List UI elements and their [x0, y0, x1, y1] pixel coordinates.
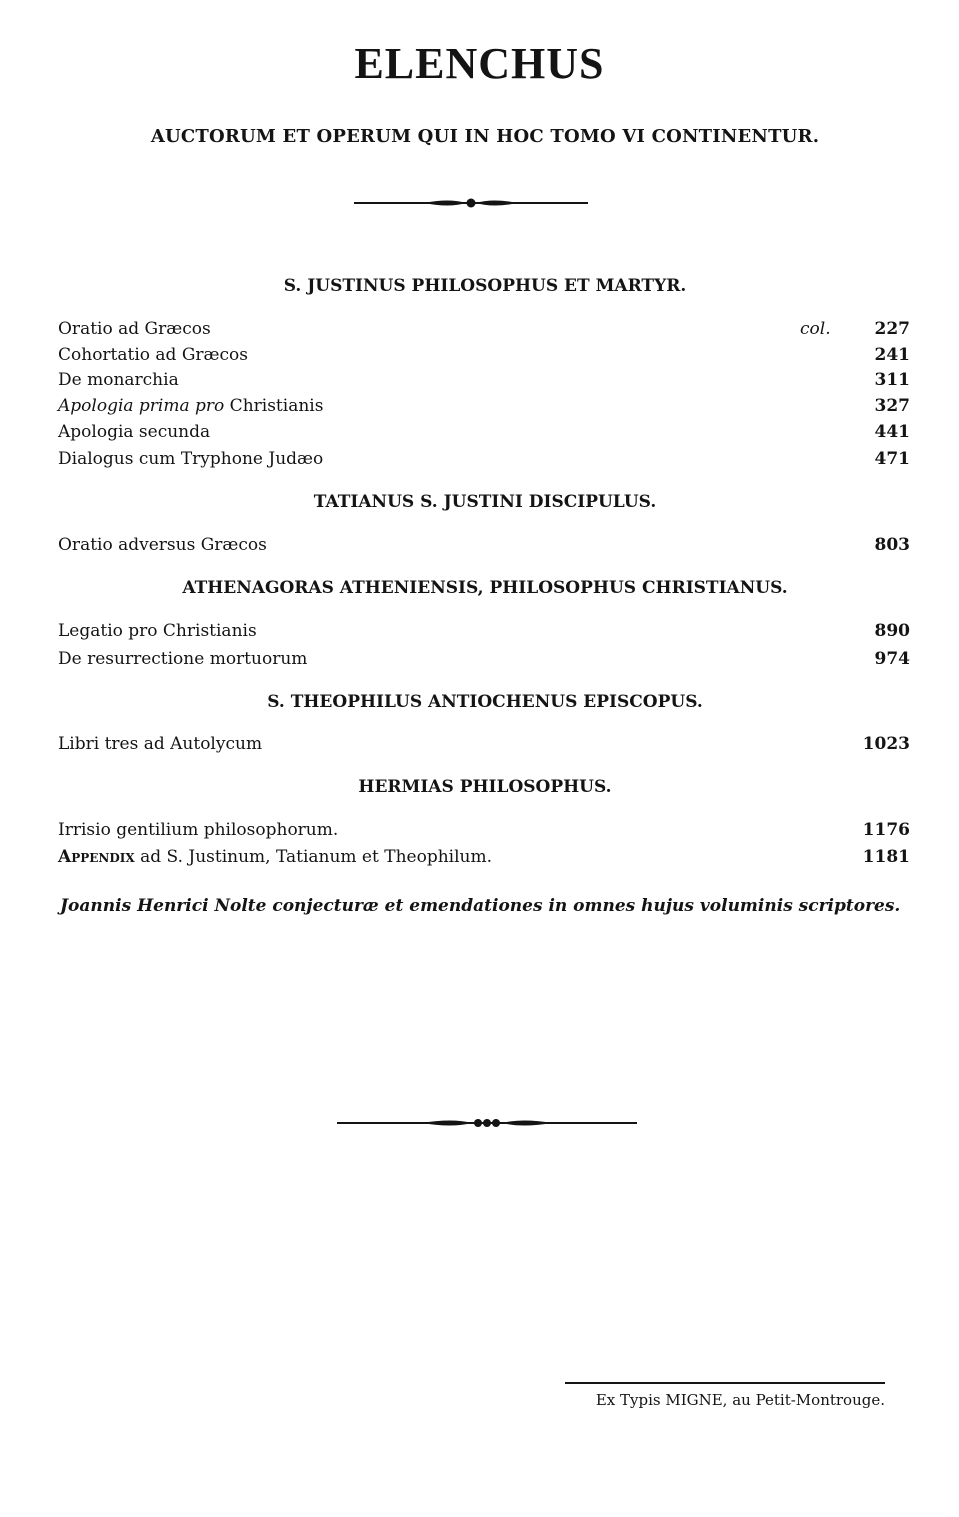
- entry-title: Cohortatio ad Græcos: [58, 345, 249, 365]
- column-number: 803: [874, 535, 910, 555]
- column-number: 227: [874, 319, 910, 339]
- entry-title: Oratio adversus Græcos: [58, 535, 267, 555]
- entry-libri-tres: [58, 734, 910, 758]
- entry-title: [58, 847, 492, 867]
- ornament-divider-bottom: [337, 1116, 637, 1130]
- entry-irrisio: [58, 820, 910, 844]
- entry-de-resurrectione: [58, 649, 910, 673]
- entry-title-smallcaps: PPENDIX: [71, 851, 135, 865]
- entry-title: Dialogus cum Tryphone Judæo: [58, 449, 324, 469]
- entry-title-italic: Apologia prima pro: [58, 396, 225, 416]
- column-number: 1181: [862, 847, 910, 867]
- entry-legatio: [58, 621, 910, 645]
- entry-appendix: [58, 847, 910, 871]
- entry-dialogus: [58, 449, 910, 473]
- entry-apologia-prima: [58, 396, 910, 420]
- entry-de-monarchia: [58, 370, 910, 394]
- entry-title: Irrisio gentilium philosophorum.: [58, 820, 339, 840]
- printer-imprint: Ex Typis MIGNE, au Petit-Montrouge.: [595, 1391, 885, 1409]
- section-heading-theophilus: S. THEOPHILUS ANTIOCHENUS EPISCOPUS.: [267, 692, 703, 712]
- entry-title: De monarchia: [58, 370, 179, 390]
- column-number: 974: [874, 649, 910, 669]
- entry-title-smallcaps-initial: A: [58, 847, 72, 867]
- entry-oratio-ad-graecos: [58, 319, 910, 343]
- column-number: 441: [874, 422, 910, 442]
- page-title: ELENCHUS: [354, 39, 605, 88]
- column-number: 1176: [862, 820, 910, 840]
- entry-title: De resurrectione mortuorum: [58, 649, 308, 669]
- column-number: 471: [874, 449, 910, 469]
- column-number: 241: [874, 345, 910, 365]
- entry-title-rest: Christianis: [224, 396, 324, 416]
- entry-title: Legatio pro Christianis: [58, 621, 257, 641]
- page-subtitle: AUCTORUM ET OPERUM QUI IN HOC TOMO VI CONTINENTUR.: [150, 126, 820, 147]
- column-number: 327: [874, 396, 910, 416]
- entry-cohortatio: [58, 345, 910, 369]
- nolte-note: Joannis Henrici Nolte conjecturæ et emendationes in omnes hujus voluminis scriptores.: [60, 896, 901, 916]
- entry-oratio-adversus-graecos: [58, 535, 910, 559]
- section-heading-justinus: S. JUSTINUS PHILOSOPHUS ET MARTYR.: [283, 276, 687, 296]
- column-number: 311: [874, 370, 910, 390]
- section-heading-tatianus: TATIANUS S. JUSTINI DISCIPULUS.: [313, 492, 657, 512]
- section-heading-hermias: HERMIAS PHILOSOPHUS.: [358, 777, 612, 797]
- ornament-divider-top: [354, 196, 588, 210]
- entry-title: Apologia secunda: [58, 422, 211, 442]
- section-heading-athenagoras: ATHENAGORAS ATHENIENSIS, PHILOSOPHUS CHRISTIANUS.: [182, 578, 788, 598]
- column-number: 1023: [862, 734, 910, 754]
- entry-apologia-secunda: [58, 422, 910, 446]
- entry-title-rest: ad S. Justinum, Tatianum et Theophilum.: [134, 847, 492, 867]
- entry-title: [58, 396, 323, 416]
- entry-title: Oratio ad Græcos: [58, 319, 211, 339]
- col-label: col.: [800, 319, 831, 339]
- imprint-rule: [565, 1382, 885, 1384]
- column-number: 890: [874, 621, 910, 641]
- entry-title: Libri tres ad Autolycum: [58, 734, 263, 754]
